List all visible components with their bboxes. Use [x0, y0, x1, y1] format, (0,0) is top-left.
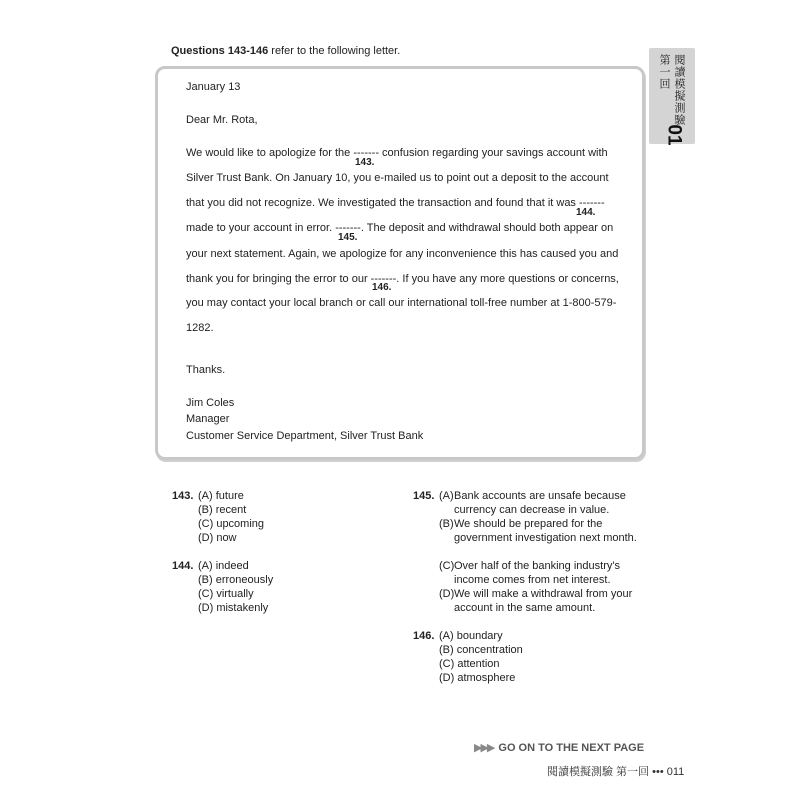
- option-d[interactable]: [439, 587, 639, 615]
- option-letter: (D): [439, 588, 455, 600]
- option-letter: (B): [439, 518, 454, 530]
- option-text: Bank accounts are unsafe because currency can decrease in value.: [454, 490, 626, 516]
- option-b[interactable]: [439, 517, 639, 545]
- blank-number-144: 144.: [576, 207, 596, 218]
- question-number: 145.: [413, 490, 435, 502]
- signature-department: Customer Service Department, Silver Trust Bank: [186, 430, 424, 442]
- option-text: We will make a withdrawal from your account in the same amount.: [454, 588, 633, 614]
- letter-line: thank you for bringing the error to our -------. If you have any more questions or concerns,: [186, 273, 619, 285]
- go-on-next-page: [474, 741, 644, 754]
- option-letter: (C): [439, 560, 455, 572]
- letter-line: We would like to apologize for the ------- confusion regarding your savings account with: [186, 147, 608, 159]
- side-tab-round: 第一回: [658, 54, 670, 90]
- question-144: [172, 559, 372, 619]
- option-letter: (A): [439, 490, 454, 502]
- option-a[interactable]: (A) indeed: [198, 560, 249, 572]
- triple-arrow-icon: ▶▶▶: [474, 742, 494, 754]
- letter-line: you may contact your local branch or call our international toll-free number at 1-800-579-: [186, 297, 617, 309]
- instruction: [171, 45, 400, 57]
- option-d[interactable]: (D) now: [198, 532, 237, 544]
- page-footer: 閱讀模擬測驗 第一回 ••• 011: [547, 766, 685, 778]
- question-number: 143.: [172, 490, 194, 502]
- option-text: We should be prepared for the government investigation next month.: [454, 518, 637, 544]
- question-number: 146.: [413, 630, 435, 642]
- side-tab-number: 01: [663, 124, 685, 146]
- question-143: [172, 489, 372, 549]
- letter-greeting: Dear Mr. Rota,: [186, 114, 258, 126]
- option-c[interactable]: (C) virtually: [198, 588, 254, 600]
- section-side-tab: [649, 48, 695, 144]
- option-a[interactable]: (A) future: [198, 490, 244, 502]
- option-b[interactable]: (B) concentration: [439, 644, 523, 656]
- option-c[interactable]: (C) attention: [439, 658, 500, 670]
- option-c[interactable]: (C) upcoming: [198, 518, 265, 530]
- letter-line: that you did not recognize. We investigated the transaction and found that it was -------: [186, 197, 605, 209]
- option-b[interactable]: (B) erroneously: [198, 574, 274, 586]
- letter-closing: Thanks.: [186, 364, 226, 376]
- option-d[interactable]: (D) atmosphere: [439, 672, 516, 684]
- letter-line: your next statement. Again, we apologize for any inconvenience this has caused you and: [186, 248, 619, 260]
- question-number: 144.: [172, 560, 194, 572]
- letter-line: 1282.: [186, 322, 214, 334]
- blank-number-146: 146.: [372, 282, 392, 293]
- go-on-label: GO ON TO THE NEXT PAGE: [498, 742, 645, 754]
- instruction-bold: Questions 143-146: [171, 45, 269, 57]
- blank-number-145: 145.: [338, 232, 358, 243]
- option-a[interactable]: (A) boundary: [439, 630, 503, 642]
- instruction-rest: refer to the following letter.: [268, 45, 401, 57]
- blank-number-143: 143.: [355, 157, 375, 168]
- option-b[interactable]: (B) recent: [198, 504, 247, 516]
- option-a[interactable]: [439, 489, 639, 517]
- question-145: [413, 489, 643, 619]
- letter-box: [155, 66, 645, 460]
- letter-line: made to your account in error. -------. The deposit and withdrawal should both appear on: [186, 222, 614, 234]
- signature-title: Manager: [186, 413, 230, 425]
- option-text: Over half of the banking industry's income comes from net interest.: [454, 560, 620, 586]
- signature-name: Jim Coles: [186, 397, 235, 409]
- side-tab-title: 閱讀模擬測驗: [673, 54, 685, 126]
- letter-line: Silver Trust Bank. On January 10, you e-mailed us to point out a deposit to the account: [186, 172, 609, 184]
- option-c[interactable]: [439, 559, 639, 587]
- letter-date: January 13: [186, 81, 241, 93]
- option-d[interactable]: (D) mistakenly: [198, 602, 269, 614]
- question-146: [413, 629, 613, 689]
